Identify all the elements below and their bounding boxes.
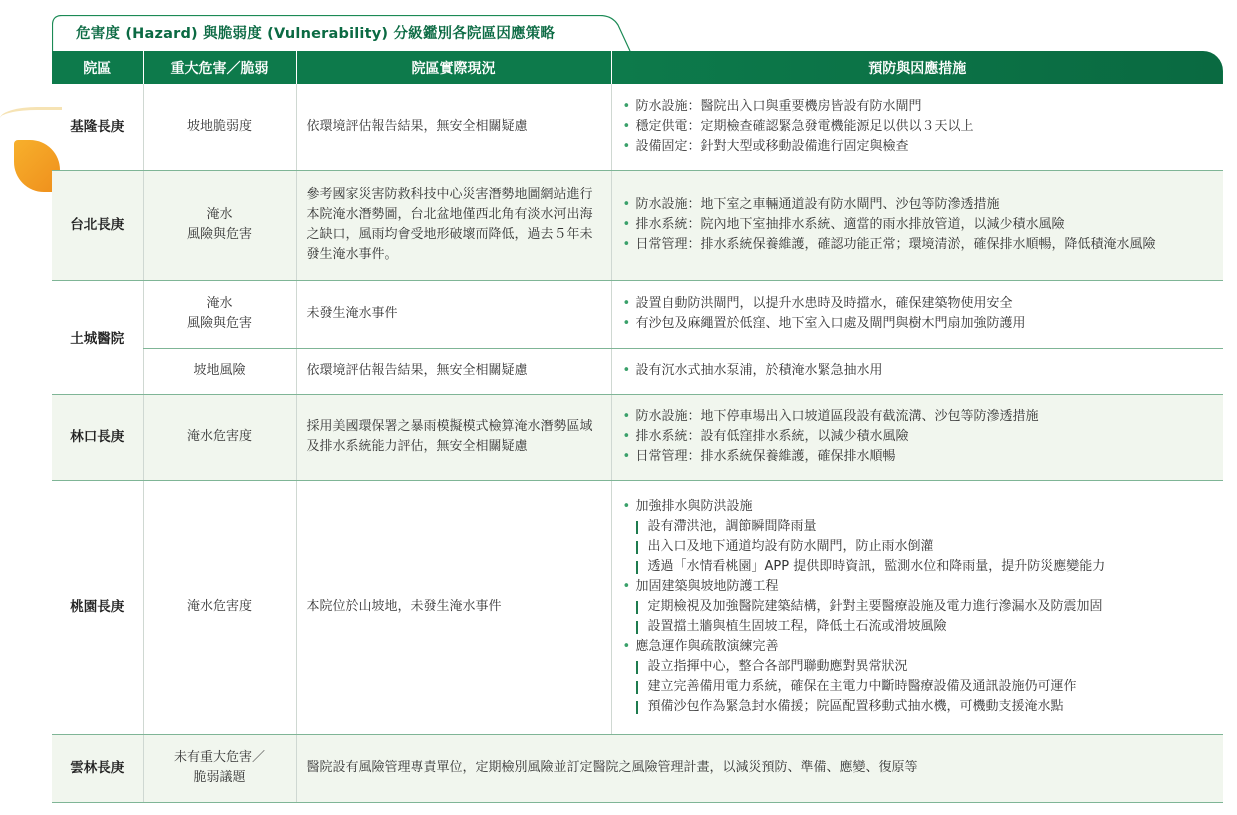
strategy-table — [52, 51, 1223, 803]
measure-group-title: • 加固建築與坡地防護工程 — [622, 577, 1216, 597]
table-row — [52, 84, 1223, 170]
table-row — [52, 170, 1223, 280]
hazard-cell — [143, 394, 296, 480]
measures-cell — [611, 84, 1223, 170]
measures-cell — [611, 170, 1223, 280]
measure-sub-item: 預備沙包作為緊急封水備援；院區配置移動式抽水機，可機動支援淹水點 — [622, 697, 1216, 717]
header-status: 院區實際現況 — [296, 51, 611, 84]
measure-item: • 有沙包及麻繩置於低窪、地下室入口處及閘門與樹木門扇加強防護用 — [622, 314, 1216, 334]
measure-item: • 設置自動防洪閘門，以提升水患時及時擋水，確保建築物使用安全 — [622, 294, 1216, 314]
hazard-cell — [143, 734, 296, 802]
hospital-name: 桃園長庚 — [52, 480, 143, 734]
status-measures-cell: 醫院設有風險管理專責單位，定期檢別風險並訂定醫院之風險管理計畫，以減災預防、準備、應變、復原等 — [296, 734, 1223, 802]
status-cell: 採用美國環保署之暴雨模擬模式檢算淹水潛勢區域及排水系統能力評估，無安全相關疑慮 — [296, 394, 611, 480]
table-row — [52, 394, 1223, 480]
measure-sub-item: 設立指揮中心，整合各部門聯動應對異常狀況 — [622, 657, 1216, 677]
measure-group-title: • 加強排水與防洪設施 — [622, 497, 1216, 517]
measure-sub-item: 設置擋土牆與植生固坡工程，降低土石流或滑坡風險 — [622, 617, 1216, 637]
status-cell: 本院位於山坡地，未發生淹水事件 — [296, 480, 611, 734]
measure-sub-item: 定期檢視及加強醫院建築結構，針對主要醫療設施及電力進行滲漏水及防震加固 — [622, 597, 1216, 617]
measure-item: • 設有沉水式抽水泵浦，於積淹水緊急抽水用 — [622, 361, 1216, 381]
table-row — [52, 734, 1223, 802]
measure-group-title: • 應急運作與疏散演練完善 — [622, 637, 1216, 657]
measures-cell — [611, 348, 1223, 394]
hazard-text: 坡地風險 — [193, 363, 246, 378]
status-cell: 未發生淹水事件 — [296, 280, 611, 348]
measure-item: • 防水設施：醫院出入口與重要機房皆設有防水閘門 — [622, 97, 1216, 117]
measure-item: • 設備固定：針對大型或移動設備進行固定與檢查 — [622, 137, 1216, 157]
hazard-cell — [143, 348, 296, 394]
measure-sub-item: 透過「水情看桃園」APP 提供即時資訊，監測水位和降雨量，提升防災應變能力 — [622, 557, 1216, 577]
hazard-cell — [143, 480, 296, 734]
measure-item: • 排水系統：院內地下室抽排水系統、適當的雨水排放管道，以減少積水風險 — [622, 215, 1216, 235]
measures-cell — [611, 480, 1223, 734]
measure-sub-item: 設有滯洪池，調節瞬間降雨量 — [622, 517, 1216, 537]
hazard-text: 風險與危害 — [186, 316, 252, 331]
header-hospital: 院區 — [52, 51, 143, 84]
hazard-text: 坡地脆弱度 — [186, 118, 252, 134]
status-cell: 依環境評估報告結果，無安全相關疑慮 — [296, 348, 611, 394]
table-row — [52, 480, 1223, 734]
hazard-text: 淹水 — [206, 207, 233, 222]
hazard-text: 風險與危害 — [186, 227, 252, 242]
hospital-name: 林口長庚 — [52, 394, 143, 480]
measure-item: • 穩定供電：定期檢查確認緊急發電機能源足以供以３天以上 — [622, 117, 1216, 137]
measure-item: • 日常管理：排水系統保養維護，確認功能正常；環境清淤，確保排水順暢，降低積淹水風險 — [622, 235, 1216, 255]
hazard-cell — [143, 280, 296, 348]
hospital-name: 基隆長庚 — [52, 84, 143, 170]
hospital-name: 雲林長庚 — [52, 734, 143, 802]
table-title: 危害度 (Hazard) 與脆弱度 (Vulnerability) 分級鑑別各院區因應策略 — [76, 26, 556, 42]
table-title-tab — [52, 15, 632, 53]
hazard-cell — [143, 84, 296, 170]
hazard-text: 淹水危害度 — [186, 599, 252, 614]
hazard-cell — [143, 170, 296, 280]
status-cell: 參考國家災害防救科技中心災害潛勢地圖網站進行本院淹水潛勢圖，台北盆地僅西北角有淡水河出海之缺口，風雨均會受地形破壞而降低，過去５年未發生淹水事件。 — [296, 170, 611, 280]
hospital-name: 土城醫院 — [52, 280, 143, 394]
measure-item: • 防水設施：地下室之車輛通道設有防水閘門、沙包等防滲透措施 — [622, 195, 1216, 215]
hazard-text: 淹水 — [206, 296, 233, 311]
measure-item: • 排水系統：設有低窪排水系統，以減少積水風險 — [622, 427, 1216, 447]
measure-item: • 日常管理：排水系統保養維護，確保排水順暢 — [622, 447, 1216, 467]
table-row — [52, 280, 1223, 348]
hazard-text: 淹水危害度 — [186, 429, 252, 444]
hazard-text: 脆弱議題 — [193, 770, 246, 785]
hospital-name: 台北長庚 — [52, 170, 143, 280]
header-measures: 預防與因應措施 — [611, 51, 1223, 84]
header-hazard: 重大危害／脆弱 — [143, 51, 296, 84]
table-header-row — [52, 51, 1223, 84]
status-cell: 依環境評估報告結果，無安全相關疑慮 — [296, 84, 611, 170]
table-row — [52, 348, 1223, 394]
measures-cell — [611, 394, 1223, 480]
measure-sub-item: 出入口及地下通道均設有防水閘門，防止雨水倒灌 — [622, 537, 1216, 557]
measures-cell — [611, 280, 1223, 348]
measure-item: • 防水設施：地下停車場出入口坡道區段設有截流溝、沙包等防滲透措施 — [622, 407, 1216, 427]
hazard-text: 未有重大危害／ — [173, 750, 265, 765]
measure-sub-item: 建立完善備用電力系統，確保在主電力中斷時醫療設備及通訊設施仍可運作 — [622, 677, 1216, 697]
